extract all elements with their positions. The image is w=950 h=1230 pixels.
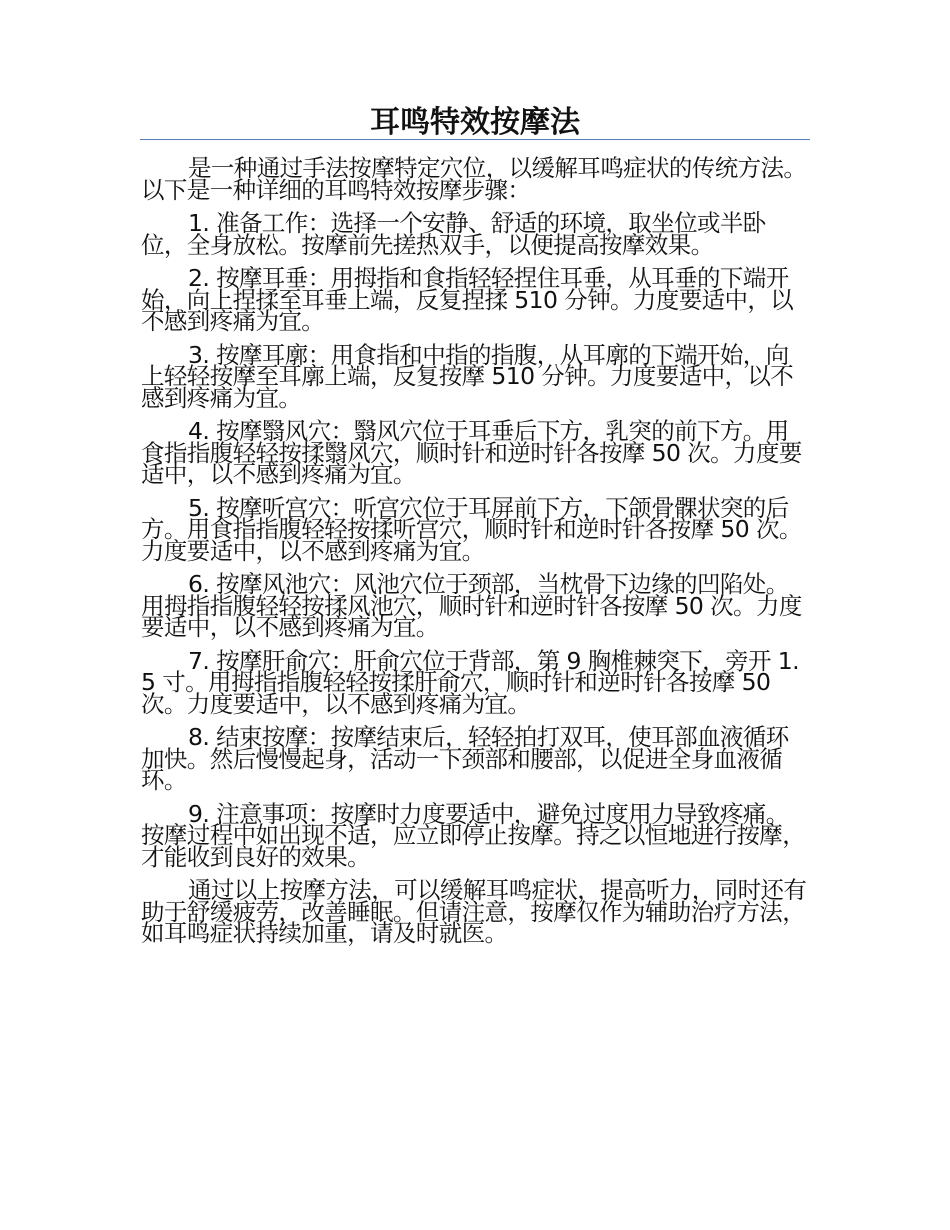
document-body (141, 154, 810, 957)
step-2-paragraph: 2. 按摩耳垂：用拇指和食指轻轻捏住耳垂，从耳垂的下端开始，向上捏揉至耳垂上端，反复捏揉 510 分钟。力度要适中，以不感到疼痛为宜。 (141, 264, 794, 335)
conclusion-paragraph: 通过以上按摩方法，可以缓解耳鸣症状，提高听力，同时还有助于舒缓疲劳，改善睡眠。但请注意，按摩仅作为辅助治疗方法，如耳鸣症状持续加重，请及时就医。 (141, 876, 807, 947)
page-title: 耳鸣特效按摩法 (370, 105, 580, 140)
intro-paragraph: 是一种通过手法按摩特定穴位，以缓解耳鸣症状的传统方法。以下是一种详细的耳鸣特效按摩步骤： (141, 154, 807, 204)
step-4-paragraph: 4. 按摩翳风穴：翳风穴位于耳垂后下方，乳突的前下方。用食指指腹轻轻按揉翳风穴，顺时针和逆时针各按摩 50 次。力度要适中，以不感到疼痛为宜。 (141, 417, 802, 488)
step-6-paragraph: 6. 按摩风池穴：风池穴位于颈部，当枕骨下边缘的凹陷处。用拇指指腹轻轻按揉风池穴，顺时针和逆时针各按摩 50 次。力度要适中，以不感到疼痛为宜。 (141, 570, 802, 641)
step-8-paragraph: 8. 结束按摩：按摩结束后，轻轻拍打双耳，使耳部血液循环加快。然后慢慢起身，活动一下颈部和腰部，以促进全身血液循环。 (141, 723, 789, 794)
step-3-paragraph: 3. 按摩耳廓：用食指和中指的指腹，从耳廓的下端开始，向上轻轻按摩至耳廓上端，反复按摩 510 分钟。力度要适中，以不感到疼痛为宜。 (141, 340, 794, 412)
title-underline (140, 139, 810, 140)
step-5-paragraph: 5. 按摩听宫穴：听宫穴位于耳屏前下方，下颌骨髁状突的后方。用食指指腹轻轻按揉听宫穴，顺时针和逆时针各按摩 50 次。力度要适中，以不感到疼痛为宜。 (141, 493, 802, 565)
step-1-paragraph: 1. 准备工作：选择一个安静、舒适的环境，取坐位或半卧位，全身放松。按摩前先搓热双手，以便提高按摩效果。 (141, 209, 766, 259)
step-7-paragraph: 7. 按摩肝俞穴：肝俞穴位于背部，第 9 胸椎棘突下，旁开 1.5 寸。用拇指指腹轻轻按揉肝俞穴，顺时针和逆时针各按摩 50 次。力度要适中，以不感到疼痛为宜。 (141, 646, 799, 718)
step-9-paragraph: 9. 注意事项：按摩时力度要适中，避免过度用力导致疼痛。按摩过程中如出现不适，应立即停止按摩。持之以恒地进行按摩，才能收到良好的效果。 (141, 799, 806, 871)
